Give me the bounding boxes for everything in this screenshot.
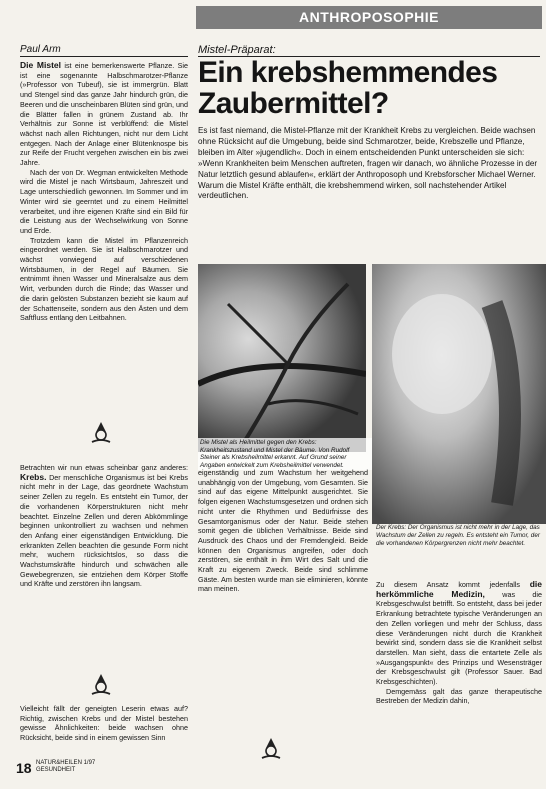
- section-header: ANTHROPOSOPHIE: [196, 6, 542, 29]
- middle-column-text: [198, 468, 368, 594]
- anthroposophy-ornament-icon: [258, 736, 284, 762]
- left-column-text: [20, 61, 188, 323]
- divider: [20, 56, 188, 57]
- right-column-text: [376, 580, 542, 706]
- kicker: Mistel-Präparat:: [198, 44, 276, 56]
- left-column-text-3: [20, 704, 188, 743]
- text-span: Zu diesem Ansatz kommt jedenfalls: [376, 580, 530, 589]
- text-span: Betrachten wir nun etwas scheinbar ganz anderes:: [20, 463, 188, 472]
- author-name: Paul Arm: [20, 44, 61, 55]
- paragraph: Trotzdem kann die Mistel im Pflanzenreich eingeordnet werden. Sie ist Halbschmarotzer und wächst vorwiegend auf verschiedenen Wirtsbäumen, in der Regel auf Bäumen. Sie entnimmt ihnen Wasser und Mineralsalze aus dem Wirt, verbunden durch die Rinde; das Wasser und die darin gelösten Substanzen bezieht sie kaum auf der Schattenseite, sondern aus den Ästen und dem Saftfluss entlang den Leitbahnen.: [20, 235, 188, 323]
- text-span: was die Krebsgeschwulst betrifft. So entsteht, dass bei jeder Erkrankung betrachtete typische Veränderungen an den Zellen vorliegen und mehr der Schluss, dass diese Veränderungen nicht durch die Krankheit bewirkt sind, sondern dass sie die Krankheit selbst darstellen. Man sieht, dass die entartete Zelle als »Ausgangspunkt« des Prinzips und Wesensträger der Krebsgeschwulst gilt (Professor Sauer. Bad Krebsgeschichten).: [376, 589, 542, 687]
- anthroposophy-ornament-icon: [88, 420, 114, 446]
- left-column-text-2: [20, 463, 188, 589]
- photo-caption: Die Mistel als Heilmittel gegen den Krebs: Krankheitszustand und Mistel der Bäume. Von Rudolf Steiner als Krebsheilmittel erkannt. Auf Grund seiner Angaben entwickelt zum Krebsheilmittel verwendet.: [198, 438, 372, 470]
- headline: Ein krebshemmendes Zaubermittel?: [198, 56, 498, 120]
- anthroposophy-ornament-icon: [88, 672, 114, 698]
- text-span: Der menschliche Organismus ist bei Krebs nicht mehr in der Lage, das geordnete Wachstum seiner Zellen zu regeln. Es entsteht ein Tumor, der die vorhandenen Körperstrukturen nicht mehr beachtet. Einzelne Zellen und deren Abkömmlinge beginnen unkontrolliert zu wachsen und nehmen den Anfang einer eigenständigen Entwicklung. Die erkrankten Zellen beachten die gesunde Form nicht mehr, wuchern rücksichtslos, so dass die Wachstumskräfte hindurch und schwächen alle Gewebegrenzen, sie entziehen dem Körper Stoffe und Kräfte und zerstören ihn langsam.: [20, 472, 188, 589]
- xray-drawing: [372, 264, 546, 524]
- bold-term: die herkömmliche Medizin,: [376, 579, 542, 599]
- dropin-label: Die Mistel: [20, 60, 62, 70]
- paragraph: ist eine bemerkenswerte Pflanze. Sie ist eine sogenannte Halbschmarotzer-Pflanze (»Professor von Tubeuf), sie ist immergrün. Blatt und Stengel sind das ganze Jahr hindurch grün, die Beeren und die unscheinbaren Blüten sind grün, und die Blätter fallen in grünem Zustand ab. Ihr Verhältnis zur Sonne ist verblüffend: die Mistel wächst nach allen Richtungen, nicht nur dem Licht entgegen. Nach der Anlage einer Blütenknospe bis zur Reife der Frucht vergehen zwischen ein bis zwei Jahre.: [20, 61, 188, 168]
- paragraph: eigenständig und zum Wachstum her weitgehend unabhängig von der Umgebung, vom Gesamten. Sie sind auf das eigene Mittelpunkt ausgerichtet. Sie folgen eigenen Wachstumsgesetzen und ordnen sich nicht unter die Rhythmen und Bedürfnisse des Gesamtorganismus oder der Natur. Beide stehen somit gegen die üblichen Verhältnisse. Beide sind Ausdruck des Chaos und der Fremdengleid. Beide können den Organismus angreifen, oder doch zerstören, sie enthält in ihm Wirt des Salt und die Kraft zu eigenem Zweck. Beide sind schlimme Gäste. Am besten wurde man sie eliminieren, könnte man meinen.: [198, 468, 368, 594]
- magazine-name: NATUR&HEILEN 1/97 GESUNDHEIT: [36, 760, 96, 773]
- paragraph: Vielleicht fällt der geneigten Leserin etwas auf? Richtig, zwischen Krebs und der Mistel bestehen gewisse Ähnlichkeiten: beide wachsen ohne Rücksicht, beide sind in einem gewissen Sinn: [20, 704, 188, 743]
- page-number: 18: [16, 760, 32, 776]
- paragraph: Nach der von Dr. Wegman entwickelten Methode wird die Mistel je nach Wirtsbaum, Jahreszeit und Lage unterschiedlich gewonnen. Im Sommer und im Winter wird sie geerntet und zu einem Heilmittel verarbeitet, und ihre eigenen Kräfte sind ein Bild für die Leistung aus der Wechselwirkung von Sonne und Erde.: [20, 167, 188, 235]
- tumor-xray-photo: [372, 264, 546, 524]
- mistletoe-photo: [198, 264, 366, 452]
- photo-caption: Der Krebs: Der Organismus ist nicht mehr in der Lage, das Wachstum der Zellen zu regeln. Es entsteht ein Tumor, der die vorhandenen Körpergrenzen nicht mehr beachtet.: [376, 524, 540, 547]
- lead-paragraph: Es ist fast niemand, die Mistel-Pflanze mit der Krankheit Krebs zu vergleichen. Beide wachsen ohne Rücksicht auf die Umgebung, beide sind Schmarotzer, beide, Krebszelle und Pflanze, bleiben im Alter »jugendlich«. Doch in einem entscheidenden Punkt unterscheiden sie sich: »Wenn Krankheiten beim Menschen auftreten, fragen wir danach, wo ähnliche Prozesse in der Natur letztlich gesund ablaufen«, erklärt der Anthroposoph und Krebsforscher Michael Werner. Warum die Mistel Kräfte enthält, die krebshemmend wirken, soll nachstehender Artikel verdeutlichen.: [198, 126, 538, 201]
- bold-term: Krebs.: [20, 471, 47, 482]
- paragraph: Demgemäss galt das ganze therapeutische Bestreben der Medizin dahin,: [376, 686, 542, 706]
- branch-drawing: [198, 264, 366, 452]
